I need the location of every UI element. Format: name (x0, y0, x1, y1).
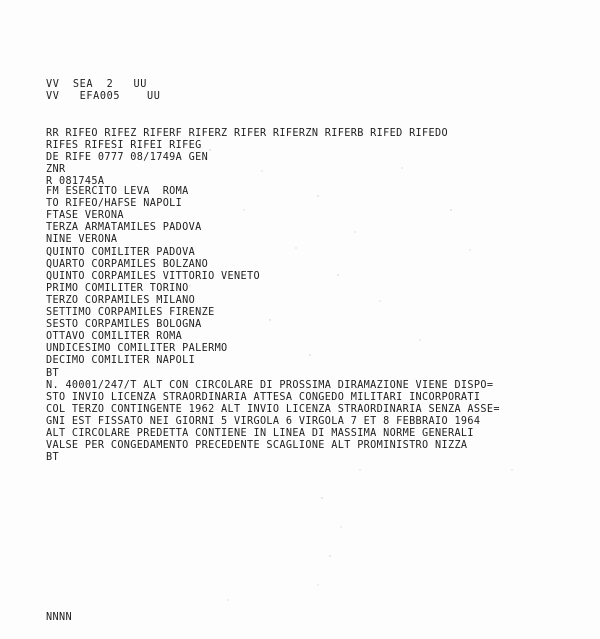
message-line-7: BT (46, 452, 59, 463)
addressing-line-4: TERZA ARMATAMILES PADOVA (46, 222, 202, 234)
addressing-line-1: FM ESERCITO LEVA ROMA (46, 186, 189, 197)
header-line-1: VV SEA 2 UU (46, 79, 148, 90)
message-line-2: STO INVIO LICENZA STRAORDINARIA ATTESA CONGEDO MILITARI INCORPORATI (46, 392, 481, 403)
addressing-line-9: PRIMO COMILITER TORINO (46, 282, 189, 294)
addressing-line-13: OTTAVO COMILITER ROMA (46, 331, 183, 343)
routing-line-5: R 081745A (46, 176, 105, 188)
routing-line-1: RR RIFEO RIFEZ RIFERF RIFERZ RIFER RIFERZN RIFERB RIFED RIFEDO (46, 128, 448, 139)
message-line-1: N. 40001/247/T ALT CON CIRCOLARE DI PROSSIMA DIRAMAZIONE VIENE DISPO= (46, 380, 494, 391)
addressing-line-3: FTASE VERONA (46, 210, 124, 222)
routing-line-4: ZNR (46, 164, 66, 176)
routing-line-3: DE RIFE 0777 08/1749A GEN (46, 152, 209, 164)
addressing-line-6: QUINTO COMILITER PADOVA (46, 246, 196, 258)
header-line-2: VV EFA005 UU (46, 91, 161, 102)
addressing-line-15: DECIMO COMILITER NAPOLI (46, 355, 196, 367)
message-line-4: GNI EST FISSATO NEI GIORNI 5 VIRGOLA 6 VIRGOLA 7 ET 8 FEBBRAIO 1964 (46, 416, 481, 427)
addressing-line-5: NINE VERONA (46, 234, 118, 246)
message-line-3: COL TERZO CONTINGENTE 1962 ALT INVIO LICENZA STRAORDINARIA SENZA ASSE= (46, 404, 500, 415)
message-line-5: ALT CIRCOLARE PREDETTA CONTIENE IN LINEA DI MASSIMA NORME GENERALI (46, 428, 474, 439)
end-of-message-marker: NNNN (46, 612, 72, 623)
message-line-6: VALSE PER CONGEDAMENTO PRECEDENTE SCAGLIONE ALT PROMINISTRO NIZZA (46, 440, 468, 451)
addressing-line-7: QUARTO CORPAMILES BOLZANO (46, 258, 209, 270)
addressing-line-2: TO RIFEO/HAFSE NAPOLI (46, 198, 183, 210)
addressing-line-8: QUINTO CORPAMILES VITTORIO VENETO (46, 270, 260, 282)
addressing-line-16: BT (46, 367, 59, 379)
addressing-line-11: SETTIMO CORPAMILES FIRENZE (46, 307, 215, 318)
addressing-line-14: UNDICESIMO COMILITER PALERMO (46, 343, 228, 355)
addressing-line-12: SESTO CORPAMILES BOLOGNA (46, 319, 202, 331)
addressing-line-10: TERZO CORPAMILES MILANO (46, 294, 196, 306)
routing-line-2: RIFES RIFESI RIFEI RIFEG (46, 140, 202, 152)
